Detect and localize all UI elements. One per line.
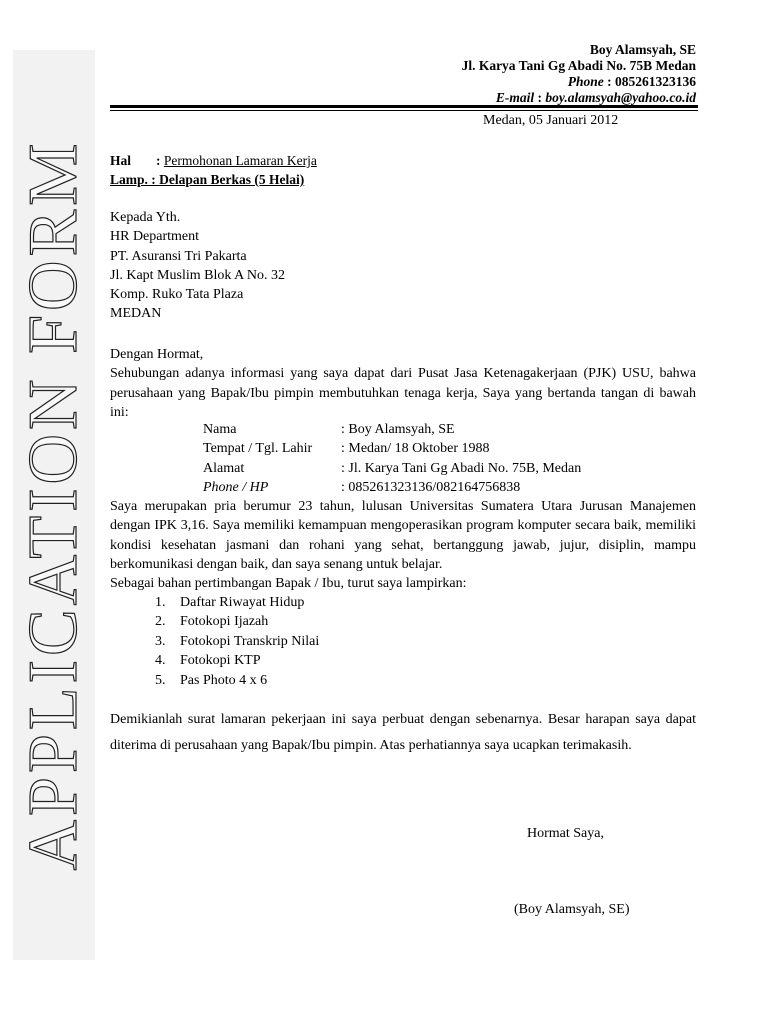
- recipient-line: PT. Asuransi Tri Pakarta: [110, 248, 247, 264]
- sender-email: E-mail : boy.alamsyah@yahoo.co.id: [495, 90, 696, 105]
- vertical-title: APPLICATION FORM: [15, 139, 92, 871]
- detail-value: : Boy Alamsyah, SE: [341, 422, 455, 437]
- attachments-list: [155, 593, 319, 690]
- lamp-value: Delapan Berkas (5 Helai): [159, 172, 305, 187]
- hal-value: Permohonan Lamaran Kerja: [163, 153, 317, 168]
- list-item: 1. Daftar Riwayat Hidup: [155, 595, 305, 610]
- detail-row: [203, 478, 581, 497]
- intro-text: Sehubungan adanya informasi yang saya dapat dari Pusat Jasa Ketenagakerjaan (PJK) USU, bahwa perusahaan yang Bapak/Ibu pimpin membutuhkan tenaga kerja, Saya yang bertanda tangan di bawah ini:: [110, 366, 696, 420]
- recipient-line: MEDAN: [110, 306, 162, 322]
- sender-header: [462, 42, 696, 106]
- header-rule-thick: [110, 105, 698, 108]
- detail-label: Nama: [203, 422, 237, 437]
- detail-row: [203, 439, 581, 458]
- sender-address: Jl. Karya Tani Gg Abadi No. 75B Medan: [461, 58, 696, 73]
- lamp-label: Lamp.: [110, 172, 148, 187]
- recipient-address: [110, 208, 285, 324]
- detail-value: : Medan/ 18 Oktober 1988: [341, 441, 490, 457]
- sender-phone: Phone : 085261323136: [567, 74, 696, 89]
- subject-hal-row: Hal : Permohonan Lamaran Kerja: [110, 153, 317, 168]
- signature-name: (Boy Alamsyah, SE): [514, 902, 630, 917]
- detail-row: [203, 459, 581, 478]
- detail-value: : Jl. Karya Tani Gg Abadi No. 75B, Medan: [341, 460, 582, 476]
- phone-value: 085261323136: [615, 74, 696, 89]
- list-item: 5. Pas Photo 4 x 6: [155, 672, 268, 688]
- greeting: Dengan Hormat,: [110, 347, 204, 362]
- description-paragraph: [110, 497, 696, 593]
- detail-row: [203, 420, 581, 439]
- sender-name: Boy Alamsyah, SE: [589, 42, 696, 57]
- recipient-line: Komp. Ruko Tata Plaza: [110, 287, 244, 303]
- subject-block: [110, 151, 317, 189]
- detail-label: Tempat / Tgl. Lahir: [203, 441, 313, 457]
- closing-salutation: Hormat Saya,: [527, 826, 604, 841]
- list-item: 3. Fotokopi Transkrip Nilai: [155, 633, 320, 649]
- recipient-line: HR Department: [110, 229, 200, 245]
- phone-label: Phone: [567, 74, 604, 89]
- recipient-line: Jl. Kapt Muslim Blok A No. 32: [110, 267, 286, 283]
- detail-label: Phone / HP: [203, 480, 269, 496]
- detail-value: : 085261323136/082164756838: [341, 480, 521, 496]
- hal-label: Hal: [110, 153, 132, 168]
- list-item: 4. Fotokopi KTP: [155, 653, 261, 669]
- personal-details: [203, 420, 581, 498]
- intro-paragraph: [110, 345, 696, 422]
- list-item: 2. Fotokopi Ijazah: [155, 614, 269, 630]
- description-text: Saya merupakan pria berumur 23 tahun, lulusan Universitas Sumatera Utara Jurusan Manajemen dengan IPK 3,16. Saya memiliki kemampuan mengoperasikan program komputer secara baik, memiliki kondisi kesehatan jasmani dan rohani yang sehat, bertanggung jawab, jujur, disiplin, mampu berkomunikasi dengan baik, dan saya senang untuk belajar.: [110, 499, 696, 572]
- subject-lamp-row: Lamp. : Delapan Berkas (5 Helai): [110, 172, 305, 187]
- recipient-line: Kepada Yth.: [110, 210, 181, 225]
- conclusion-paragraph: Demikianlah surat lamaran pekerjaan ini saya perbuat dengan sebenarnya. Besar harapan saya dapat diterima di perusahaan yang Bapak/Ibu pimpin. Atas perhatiannya saya ucapkan terimakasih.: [110, 712, 696, 753]
- detail-label: Alamat: [203, 460, 245, 476]
- attachments-intro: Sebagai bahan pertimbangan Bapak / Ibu, turut saya lampirkan:: [110, 576, 467, 592]
- letter-date: Medan, 05 Januari 2012: [483, 113, 619, 128]
- email-value: boy.alamsyah@yahoo.co.id: [545, 90, 696, 105]
- email-label: E-mail: [495, 90, 535, 105]
